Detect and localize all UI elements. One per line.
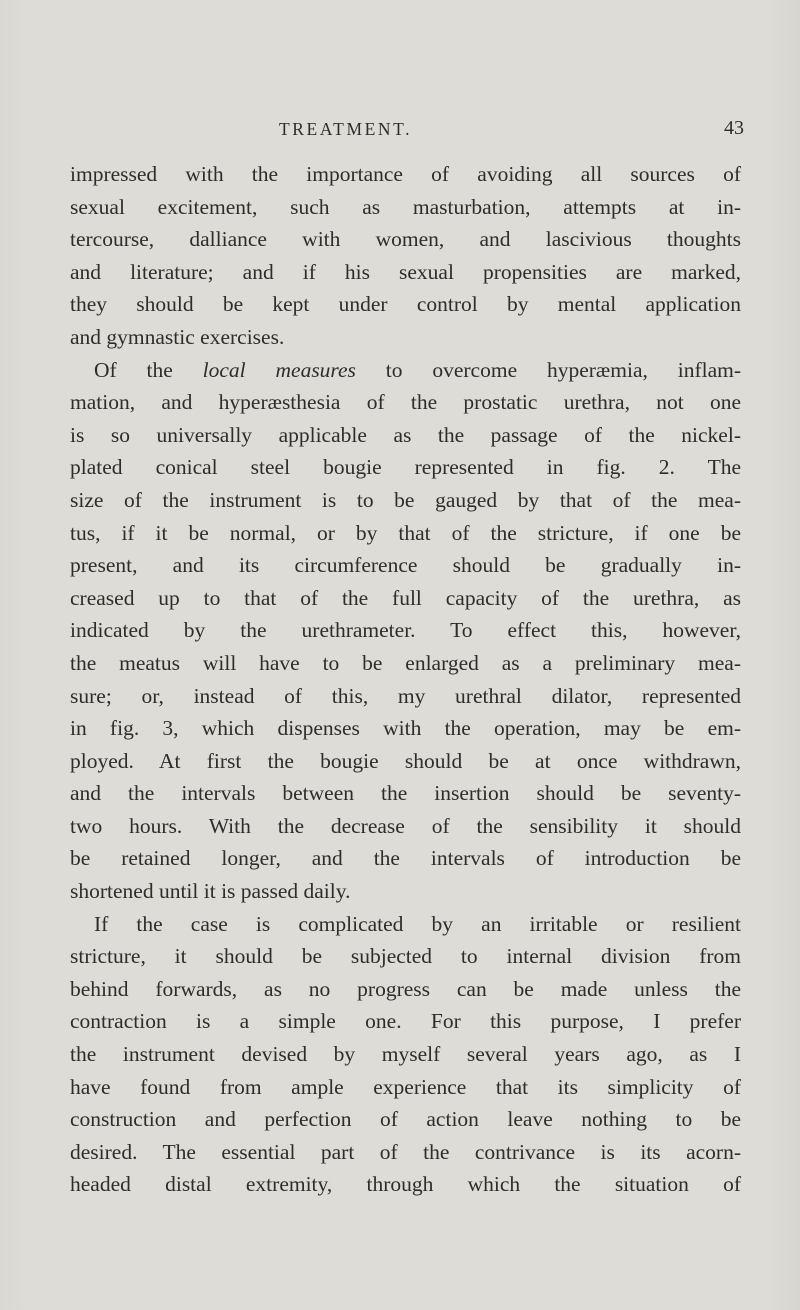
text-line — [70, 1071, 741, 1104]
text-segment: indicated by the urethrameter. To effect this, however, — [70, 618, 741, 643]
text-line — [70, 875, 741, 908]
text-line — [70, 191, 741, 224]
text-segment: in fig. 3, which dispenses with the operation, may be em- — [70, 716, 741, 741]
text-segment: the meatus will have to be enlarged as a preliminary mea- — [70, 650, 741, 675]
text-segment: and gymnastic exercises. — [70, 324, 285, 349]
text-line — [70, 1038, 741, 1071]
text-segment: tus, if it be normal, or by that of the stricture, if one be — [70, 520, 741, 545]
page-number: 43 — [724, 117, 744, 139]
text-line — [70, 354, 741, 387]
text-segment: plated conical steel bougie represented in fig. 2. The — [70, 455, 741, 480]
text-segment: be retained longer, and the intervals of introduction be — [70, 846, 741, 871]
text-segment: present, and its circumference should be gradually in- — [70, 553, 741, 578]
text-segment: sure; or, instead of this, my urethral dilator, represented — [70, 683, 741, 708]
text-line — [70, 680, 741, 713]
text-line — [70, 810, 741, 843]
text-segment: two hours. With the decrease of the sensibility it should — [70, 813, 741, 838]
text-segment: size of the instrument is to be gauged by that of the mea- — [70, 487, 741, 512]
text-line — [70, 321, 741, 354]
text-segment: creased up to that of the full capacity of the urethra, as — [70, 585, 741, 610]
text-segment: sexual excitement, such as masturbation, attempts at in- — [70, 194, 741, 219]
text-line — [70, 158, 741, 191]
text-line — [70, 386, 741, 419]
text-line — [70, 777, 741, 810]
text-line — [70, 647, 741, 680]
italic-text: local measures — [202, 357, 356, 382]
text-line — [70, 582, 741, 615]
text-segment: shortened until it is passed daily. — [70, 879, 351, 904]
text-segment: is so universally applicable as the passage of the nickel- — [70, 422, 741, 447]
text-segment: ployed. At first the bougie should be at once withdrawn, — [70, 748, 741, 773]
text-line — [70, 223, 741, 256]
text-line — [70, 419, 741, 452]
text-line — [70, 549, 741, 582]
text-line — [70, 256, 741, 289]
text-line — [70, 1168, 741, 1201]
text-line — [70, 614, 741, 647]
text-segment: and the intervals between the insertion should be seventy- — [70, 781, 741, 806]
text-segment: contraction is a simple one. For this purpose, I prefer — [70, 1009, 741, 1034]
text-segment: Of the — [94, 357, 203, 382]
text-line — [70, 1005, 741, 1038]
text-segment: behind forwards, as no progress can be made unless the — [70, 976, 741, 1001]
text-line — [70, 940, 741, 973]
text-line — [70, 842, 741, 875]
text-segment: stricture, it should be subjected to internal division from — [70, 944, 741, 969]
running-head — [0, 117, 800, 157]
text-line — [70, 288, 741, 321]
text-segment: have found from ample experience that its simplicity of — [70, 1074, 741, 1099]
text-line — [70, 1103, 741, 1136]
text-segment: impressed with the importance of avoiding all sources of — [70, 162, 741, 186]
running-head-title: TREATMENT. — [279, 119, 413, 139]
text-segment: mation, and hyperæsthesia of the prostatic urethra, not one — [70, 390, 741, 415]
text-segment: the instrument devised by myself several years ago, as I — [70, 1042, 741, 1067]
text-segment: construction and perfection of action leave nothing to be — [70, 1107, 741, 1132]
text-segment: they should be kept under control by mental application — [70, 292, 741, 317]
text-line — [70, 517, 741, 550]
text-line — [70, 908, 741, 941]
text-segment: to overcome hyperæmia, inflam- — [355, 357, 741, 382]
text-line — [70, 451, 741, 484]
text-line — [70, 973, 741, 1006]
text-line — [70, 745, 741, 778]
text-segment: desired. The essential part of the contrivance is its acorn- — [70, 1139, 741, 1164]
text-segment: If the case is complicated by an irritable or resilient — [94, 911, 741, 936]
text-line — [70, 1136, 741, 1169]
body-text — [70, 158, 741, 1201]
text-line — [70, 484, 741, 517]
text-line — [70, 712, 741, 745]
text-segment: headed distal extremity, through which the situation of — [70, 1172, 741, 1197]
text-segment: tercourse, dalliance with women, and lascivious thoughts — [70, 227, 741, 252]
text-segment: and literature; and if his sexual propensities are marked, — [70, 259, 741, 284]
